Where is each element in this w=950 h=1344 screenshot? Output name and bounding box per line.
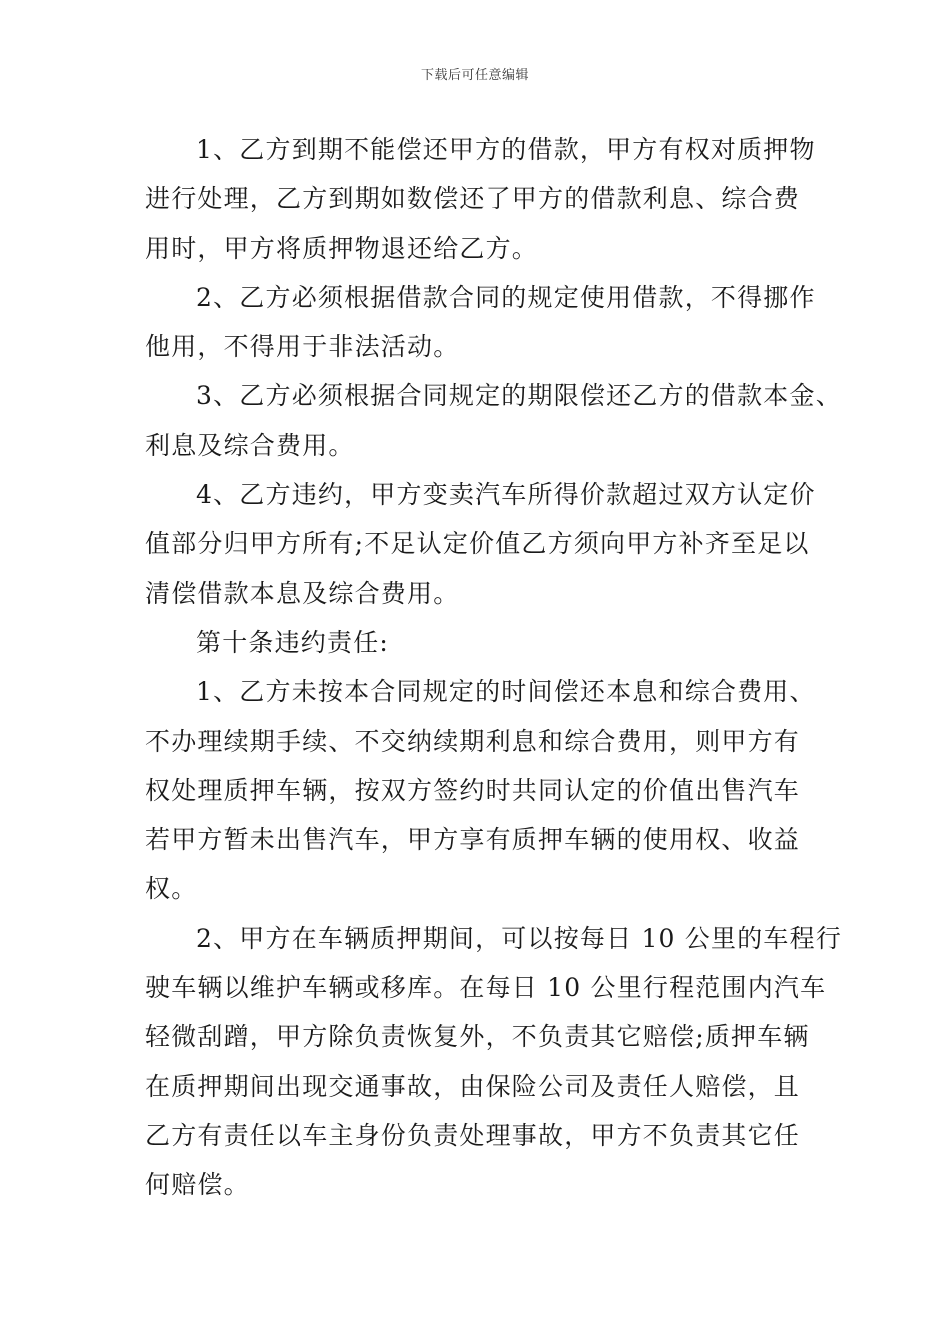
text-line: 2、甲方在车辆质押期间，可以按每日 10 公里的车程行 bbox=[196, 923, 843, 953]
text-line: 2、乙方必须根据借款合同的规定使用借款，不得挪作 bbox=[196, 282, 816, 312]
text-line: 在质押期间出现交通事故，由保险公司及责任人赔偿，且 bbox=[145, 1071, 801, 1101]
text-line: 用时，甲方将质押物退还给乙方。 bbox=[145, 233, 539, 263]
text-line: 4、乙方违约，甲方变卖汽车所得价款超过双方认定价 bbox=[196, 480, 816, 510]
text-line: 不办理续期手续、不交纳续期利息和综合费用，则甲方有 bbox=[145, 726, 801, 756]
text-line: 他用，不得用于非法活动。 bbox=[145, 332, 460, 362]
text-line: 第十条违约责任: bbox=[196, 627, 390, 657]
text-line: 值部分归甲方所有;不足认定价值乙方须向甲方补齐至足以 bbox=[145, 529, 810, 559]
text-line: 利息及综合费用。 bbox=[145, 430, 355, 460]
text-line: 权。 bbox=[145, 874, 198, 904]
text-line: 3、乙方必须根据合同规定的期限偿还乙方的借款本金、 bbox=[196, 381, 842, 411]
text-line: 1、乙方到期不能偿还甲方的借款，甲方有权对质押物 bbox=[196, 135, 816, 164]
page-header: 下载后可任意编辑 bbox=[420, 68, 529, 83]
text-line: 若甲方暂未出售汽车，甲方享有质押车辆的使用权、收益 bbox=[145, 825, 801, 855]
text-line: 1、乙方未按本合同规定的时间偿还本息和综合费用、 bbox=[196, 677, 816, 707]
text-line: 轻微刮蹭，甲方除负责恢复外，不负责其它赔偿;质押车辆 bbox=[145, 1022, 810, 1052]
text-line: 进行处理，乙方到期如数偿还了甲方的借款利息、综合费 bbox=[145, 184, 801, 214]
text-line: 何赔偿。 bbox=[145, 1170, 250, 1200]
text-line: 清偿借款本息及综合费用。 bbox=[145, 578, 460, 608]
text-line: 驶车辆以维护车辆或移库。在每日 10 公里行程范围内汽车 bbox=[145, 973, 827, 1003]
text-line: 乙方有责任以车主身份负责处理事故，甲方不负责其它任 bbox=[145, 1120, 801, 1150]
document-body bbox=[145, 125, 843, 1210]
text-line: 权处理质押车辆，按双方签约时共同认定的价值出售汽车 bbox=[145, 775, 801, 805]
